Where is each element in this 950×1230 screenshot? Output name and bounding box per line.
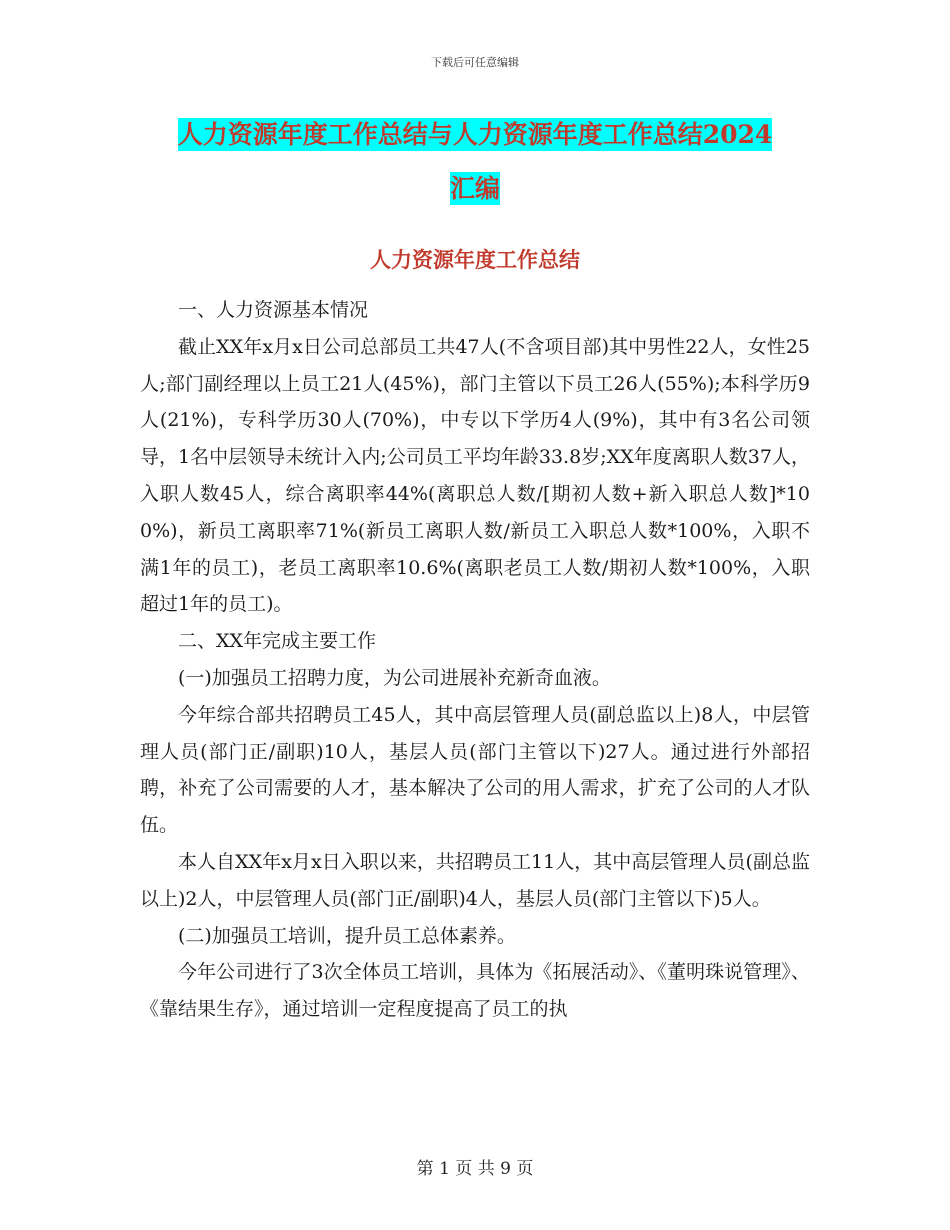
document-title	[140, 108, 810, 216]
paragraph: 截止XX年x月x日公司总部员工共47人(不含项目部)其中男性22人，女性25人;部门副经理以上员工21人(45%)，部门主管以下员工26人(55%);本科学历9人(21%)，专科学历30人(70%)，中专以下学历4人(9%)，其中有3名公司领导，1名中层领导未统计入内;公司员工平均年龄33.8岁;XX年度离职人数37人，入职人数45人，综合离职率44%(离职总人数/[期初人数+新入职总人数]*100%)，新员工离职率71%(新员工离职人数/新员工入职总人数*100%，入职不满1年的员工)，老员工离职率10.6%(离职老员工人数/期初人数*100%，入职超过1年的员工)。	[140, 335, 810, 616]
header-note: 下载后可任意编辑	[431, 56, 519, 69]
title-line-1: 人力资源年度工作总结与人力资源年度工作总结2024	[177, 120, 773, 149]
paragraph-subheading: (一)加强员工招聘力度，为公司进展补充新奇血液。	[178, 666, 611, 689]
page-footer: 第 1 页 共 9 页	[416, 1159, 534, 1179]
paragraph: 本人自XX年x月x日入职以来，共招聘员工11人，其中高层管理人员(副总监以上)2人，中层管理人员(部门正/副职)4人，基层人员(部门主管以下)5人。	[140, 850, 810, 910]
section-title: 人力资源年度工作总结	[370, 247, 580, 272]
paragraph: 今年公司进行了3次全体员工培训，具体为《拓展活动》、《董明珠说管理》、《靠结果生存》，通过培训一定程度提高了员工的执	[140, 961, 810, 1021]
paragraph-heading-1: 一、人力资源基本情况	[178, 299, 369, 321]
paragraph-heading-2: 二、XX年完成主要工作	[178, 630, 377, 653]
paragraph-subheading: (二)加强员工培训，提升员工总体素养。	[178, 924, 516, 947]
document-body	[140, 292, 810, 1028]
title-line-2: 汇编	[449, 174, 500, 203]
paragraph: 今年综合部共招聘员工45人，其中高层管理人员(副总监以上)8人，中层管理人员(部门正/副职)10人，基层人员(部门主管以下)27人。通过进行外部招聘，补充了公司需要的人才，基本解决了公司的用人需求，扩充了公司的人才队伍。	[140, 703, 810, 837]
